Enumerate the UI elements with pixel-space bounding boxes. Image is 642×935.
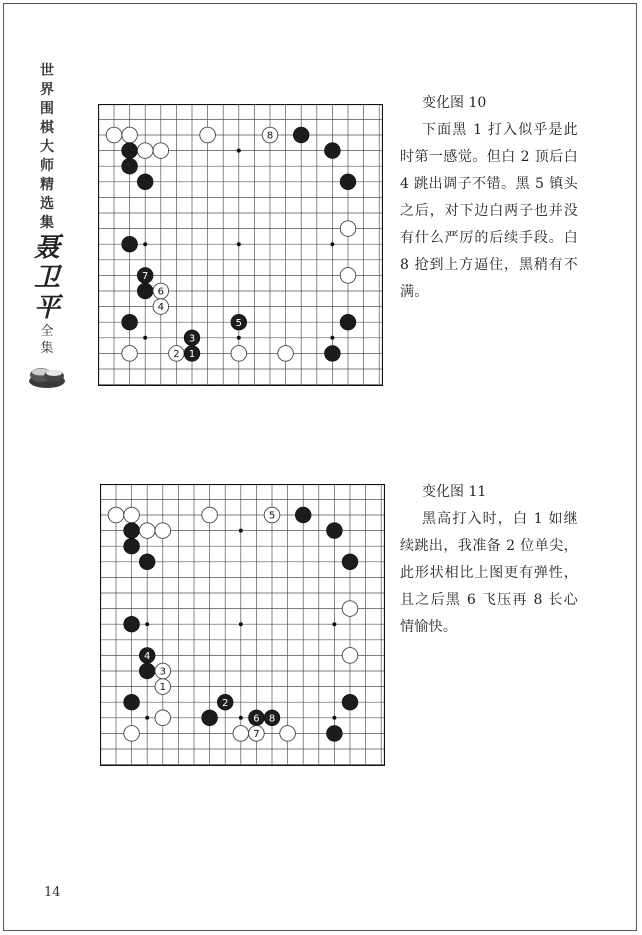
white-stone	[340, 221, 356, 237]
star-point	[145, 716, 149, 720]
go-board-diagram-10	[98, 104, 383, 386]
black-stone	[327, 523, 343, 539]
black-stone	[264, 710, 280, 726]
black-stone	[139, 663, 155, 679]
white-stone	[340, 268, 356, 284]
go-board-diagram-11	[100, 484, 385, 766]
move-number: 8	[266, 130, 274, 142]
white-stone	[200, 127, 216, 143]
white-stone	[153, 283, 169, 299]
volume-char: 集	[40, 341, 54, 356]
black-stone	[327, 726, 343, 742]
star-point	[239, 716, 243, 720]
book-series-title	[32, 62, 62, 393]
black-stone	[124, 538, 140, 554]
star-point	[145, 622, 149, 626]
white-stone	[231, 346, 247, 362]
white-stone	[137, 143, 153, 159]
black-stone	[122, 158, 138, 174]
series-char: 集	[40, 215, 54, 231]
author-char: 卫	[33, 263, 60, 293]
black-stone	[122, 143, 138, 159]
move-number: 1	[188, 349, 196, 360]
white-stone	[342, 601, 358, 617]
black-stone	[249, 710, 265, 726]
black-stone	[139, 648, 155, 664]
go-board	[98, 104, 383, 386]
black-stone	[137, 283, 153, 299]
white-stone	[124, 507, 140, 523]
black-stone	[124, 694, 140, 710]
white-stone	[169, 346, 185, 362]
white-stone	[108, 507, 124, 523]
diagram-10-caption	[400, 90, 578, 306]
black-stone	[184, 330, 200, 346]
star-point	[239, 529, 243, 533]
star-point	[239, 622, 243, 626]
author-char: 聂	[33, 233, 60, 263]
white-stone	[153, 299, 169, 315]
author-char: 平	[33, 293, 60, 323]
white-stone	[278, 346, 294, 362]
series-char: 围	[40, 101, 54, 117]
star-point	[237, 149, 241, 153]
black-stone	[340, 174, 356, 190]
star-point	[237, 336, 241, 340]
white-stone	[262, 127, 278, 143]
white-stone	[155, 710, 171, 726]
black-stone	[342, 694, 358, 710]
white-stone	[106, 127, 122, 143]
black-stone	[137, 174, 153, 190]
white-stone	[122, 346, 138, 362]
black-stone	[325, 346, 341, 362]
move-number: 6	[253, 713, 260, 725]
move-number: 8	[268, 713, 276, 725]
volume-char: 全	[40, 324, 54, 339]
move-number: 1	[159, 682, 166, 694]
series-char: 棋	[40, 120, 54, 136]
white-stone	[249, 726, 265, 742]
series-char: 界	[40, 82, 54, 98]
move-number: 3	[188, 333, 196, 345]
move-number: 5	[268, 510, 276, 522]
black-stone	[293, 127, 309, 143]
white-stone	[155, 663, 171, 679]
diagram-11-caption	[400, 479, 578, 641]
move-number: 4	[157, 302, 164, 314]
diagram-title: 变化图 10	[422, 95, 487, 111]
black-stone	[139, 554, 155, 570]
move-number: 5	[235, 317, 242, 329]
black-stone	[217, 694, 233, 710]
go-board	[100, 484, 385, 766]
diagram-commentary: 黑高打入时，白 1 如继续跳出，我准备 2 位单尖，此形状相比上图更有弹性，且之后黑 6 飞压再 8 长心情愉快。	[400, 511, 578, 635]
black-stone	[137, 268, 153, 284]
star-point	[143, 242, 147, 246]
black-stone	[295, 507, 311, 523]
series-char: 世	[40, 63, 54, 79]
black-stone	[325, 143, 341, 159]
white-stone	[153, 143, 169, 159]
black-stone	[124, 523, 140, 539]
move-number: 3	[159, 666, 166, 678]
black-stone	[340, 314, 356, 330]
black-stone	[122, 236, 138, 252]
move-number: 4	[144, 651, 151, 662]
series-char: 选	[40, 196, 54, 212]
star-point	[330, 242, 334, 246]
move-number: 7	[253, 729, 260, 740]
diagram-commentary: 下面黑 1 打入似乎是此时第一感觉。但白 2 顶后白 4 跳出调子不错。黑 5 镇头之后，对下边白两子也并没有什么严厉的后续手段。白 8 抢到上方逼住，黑稍有不满。	[400, 122, 578, 300]
black-stone	[231, 314, 247, 330]
series-char: 师	[40, 158, 54, 174]
star-point	[237, 242, 241, 246]
white-stone	[139, 523, 155, 539]
white-stone	[264, 507, 280, 523]
white-stone	[124, 726, 140, 742]
star-point	[143, 336, 147, 340]
white-stone	[280, 726, 296, 742]
black-stone	[202, 710, 218, 726]
diagram-title: 变化图 11	[422, 484, 487, 500]
black-stone	[342, 554, 358, 570]
black-stone	[122, 314, 138, 330]
move-number: 7	[142, 271, 149, 282]
white-stone	[155, 523, 171, 539]
black-stone	[124, 616, 140, 632]
white-stone	[342, 648, 358, 664]
black-stone	[184, 346, 200, 362]
star-point	[332, 716, 336, 720]
move-number: 2	[222, 697, 229, 709]
white-stone	[202, 507, 218, 523]
page-number: 14	[44, 885, 61, 900]
star-point	[330, 336, 334, 340]
move-number: 6	[157, 286, 164, 298]
white-stone	[155, 679, 171, 695]
go-bowls-icon	[27, 363, 67, 393]
star-point	[332, 622, 336, 626]
series-char: 精	[40, 177, 54, 193]
white-stone	[233, 726, 249, 742]
series-char: 大	[40, 139, 54, 155]
move-number: 2	[173, 349, 180, 360]
white-stone	[122, 127, 138, 143]
